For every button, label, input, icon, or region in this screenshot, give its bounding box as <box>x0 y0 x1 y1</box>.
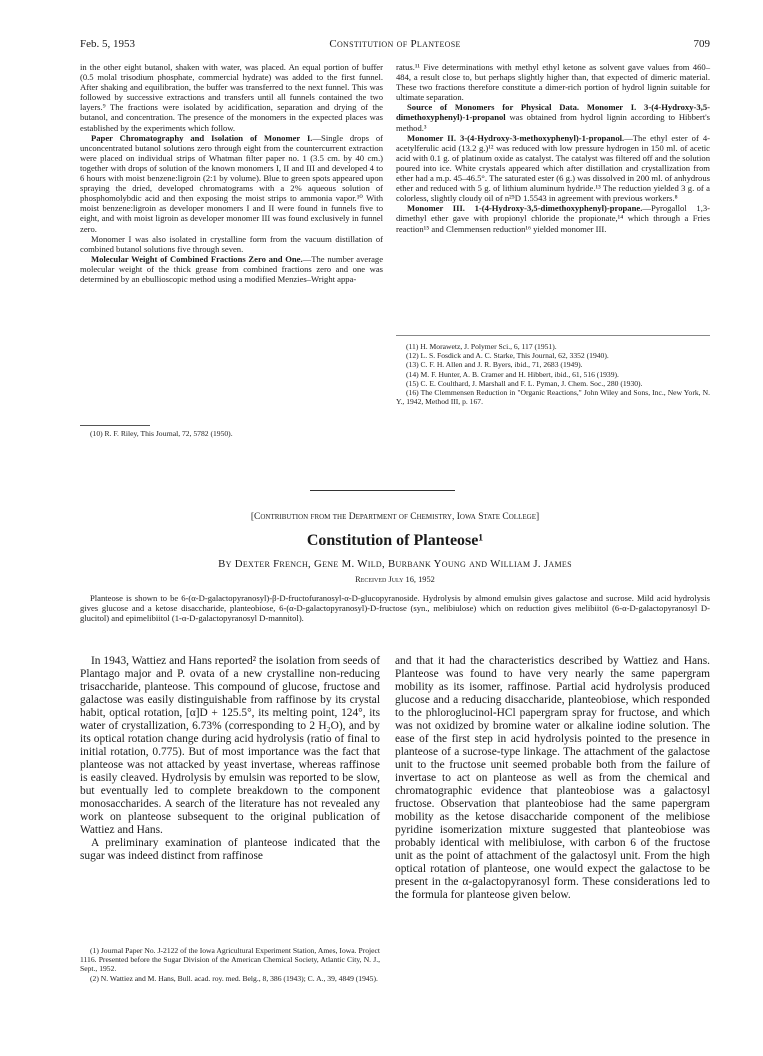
footnote: (15) C. E. Coulthard, J. Marshall and F. L. Pyman, J. Chem. Soc., 280 (1930). <box>406 378 643 388</box>
footnote-rule <box>80 425 150 426</box>
section-heading: Source of Monomers for Physical Data. Monomer I. 3-(4-Hydroxy-3,5-dimethoxyphenyl)-1-propanol <box>396 102 710 123</box>
paragraph: in the other eight butanol, shaken with water, was placed. An equal portion of buffer (0.5 molal trisodium phosphate, commercial hydrate) was added to the first funnel. After shaking and equilibration, the buffer was transferred to the next funnel. This was followed by successive extractions and transfers until all funnels contained the two layers.⁹ The fractions were isolated by acidification, separation and drying of the butanol, and concentration. The presence of the monomers in the expected places was established by the experiments which follow. <box>80 62 383 133</box>
top-right-column <box>396 62 710 234</box>
paragraph <box>396 102 710 132</box>
running-header <box>80 38 710 54</box>
paragraph: ratus.¹¹ Five determinations with methyl ethyl ketone as solvent gave values from 460–484, a result close to, but perhaps slightly higher than, that expected of dimeric material. These two fractions therefore constitute a dimer-rich portion of hydrol lignin suitable for ultimate separation. <box>396 62 710 103</box>
paragraph-text: was obtained from hydrol lignin according to Hibbert's method.³ <box>396 112 710 133</box>
footnote: (11) H. Morawetz, J. Polymer Sci., 6, 117 (1951). <box>406 342 557 351</box>
header-page-number: 709 <box>693 38 710 50</box>
paragraph-text: —The ethyl ester of 4-acetylferulic acid (13.2 g.)¹² was reduced with low pressure hydrogen in 150 ml. of acetic acid with 0.1 g. of platinum oxide as catalyst. The catalyst was filtered off and the solution poured into ice. White crystals appeared which after distillation and crystallization from ether had a m.p. 45–46.5°. The saturated ester (6 g.) was dissolved in 200 ml. of anhydrous ether and reduced with 5 g. of lithium aluminum hydride.¹³ The reduction yielded 3 g. of a colorless, slightly cloudy oil of n²⁵D 1.5543 in agreement with previous workers.⁸ <box>396 132 710 204</box>
header-running-title: Constitution of Planteose <box>329 38 461 50</box>
top-left-footnotes <box>80 429 383 438</box>
body-right-column <box>395 655 710 902</box>
paragraph-text: —The number average molecular weight of the thick grease from combined fractions zero and one was determined by an ebullioscopic method using a modified Menzies–Wright appa- <box>80 253 384 284</box>
footnote: (1) Journal Paper No. J-2122 of the Iowa Agricultural Experiment Station, Ames, Iowa. Project 1116. Presented before the Sugar Division of the American Chemical Society, Atlantic City, N. J., Sept., 1952. <box>80 946 380 974</box>
paragraph: A preliminary examination of planteose indicated that the sugar was indeed distinct from raffinose <box>80 837 380 862</box>
paragraph <box>396 133 710 204</box>
footnote: (12) L. S. Fosdick and A. C. Starke, This Journal, 62, 3352 (1940). <box>406 351 609 361</box>
paragraph <box>80 133 383 234</box>
article-title: Constitution of Planteose¹ <box>306 532 484 549</box>
abstract: Planteose is shown to be 6-(α-D-galactopyranosyl)-β-D-fructofuranosyl-α-D-glucopyranoside. Hydrolysis by almond emulsin gives galactose and sucrose. Mild acid hydrolysis gives glucose and a ketose disaccharide, planteobiose, 6-(α-D-galactopyranosyl)-D-fructose (syn., melibiulose) which on reduction gives melibiitol (6-α-D-galactopyranosyl D-glucitol) and epimelibiitol (1-α-D-galactopyranosyl D-mannitol). <box>80 593 710 624</box>
body-left-column <box>80 655 380 863</box>
paragraph: Monomer I was also isolated in crystalline form from the vacuum distillation of combined butanol solutions five through seven. <box>80 233 383 254</box>
paragraph: and that it had the characteristics described by Wattiez and Hans. Planteose was found to have very nearly the same papergram mobility as its isomer, raffinose. Partial acid hydrolysis produced glucose and a reducing disaccharide, planteobiose, which responded to the phloroglucinol-HCl papergram spray for fructose, and which was not oxidized by bromine water or alkaline iodine solution. The ease of the first step in acid hydrolysis pointed to the presence in planteose of a sucrose-type linkage. The attachment of the galactose unit to the fructose unit seemed probable both from the failure of invertase to act on planteose as well as from the chemical and chromatographic evidence that planteobiose was a galactosyl fructose. Observation that planteobiose had the same papergram mobility as the ketose disaccharide component of the melibiose pyridine isomerization mixture suggested that planteobiose was probably identical with melibiulose, with carbon 6 of the fructose unit as the point of attachment of the galactosyl unit. From the high optical rotation of planteose, one would expect the galactose to be present in the α-galactopyranosyl form. These considerations led to the formula for planteose given below. <box>395 655 710 901</box>
contribution-line: [Contribution from the Department of Chemistry, Iowa State College] <box>250 512 540 522</box>
top-left-column <box>80 62 383 284</box>
paragraph <box>80 254 383 284</box>
section-heading: Molecular Weight of Combined Fractions Zero and One. <box>91 253 303 264</box>
footnote: (16) The Clemmensen Reduction in "Organic Reactions," John Wiley and Sons, Inc., New York, N. Y., 1942, Method III, p. 167. <box>396 388 710 407</box>
footnote-rule <box>396 335 710 336</box>
paragraph: In 1943, Wattiez and Hans reported² the isolation from seeds of Plantago major and P. ovata of a new crystalline non-reducing trisaccharide, planteose. This compound of glucose, fructose and galactose was easily distinguishable from raffinose by its crystal habit, optical rotation, [α]D + 125.5°, its melting point, 124°, its water of crystallization, 6.73% (corresponding to 2 H₂O), and by its optical rotation change during acid hydrolysis (ratio of final to initial rotation, 0.775). But of most importance was the fact that planteose was not attacked by yeast invertase, whereas raffinose is easily cleaved. Hydrolysis by emulsin was reported to be slow, but eventually led to complete breakdown to the component monosaccharides. A search of the literature has not revealed any work on planteose subsequent to the original publication of Wattiez and Hans. <box>80 655 380 836</box>
header-date: Feb. 5, 1953 <box>80 38 135 50</box>
footnote: (2) N. Wattiez and M. Hans, Bull. acad. roy. med. Belg., 8, 386 (1943); C. A., 39, 4849 (1945). <box>90 973 378 983</box>
paragraph <box>396 203 710 233</box>
top-right-footnotes <box>396 342 710 406</box>
section-divider <box>310 490 455 491</box>
section-heading: Paper Chromatography and Isolation of Monomer I. <box>91 132 313 143</box>
received-date: Received July 16, 1952 <box>355 575 435 584</box>
section-heading: Monomer II. 3-(4-Hydroxy-3-methoxyphenyl)-1-propanol. <box>407 132 625 143</box>
article-authors: By Dexter French, Gene M. Wild, Burbank Young and William J. James <box>218 558 572 570</box>
footnote: (14) M. F. Hunter, A. B. Cramer and H. Hibbert, ibid., 61, 516 (1939). <box>406 369 619 379</box>
paragraph-text: —Pyrogallol 1,3-dimethyl ether gave with propionyl chloride the propionate,¹⁴ which through a Fries reaction¹⁵ and Clemmensen reduction¹⁶ yielded monomer III. <box>396 203 710 234</box>
footnote: (10) R. F. Riley, This Journal, 72, 5782 (1950). <box>90 429 233 438</box>
section-heading: Monomer III. 1-(4-Hydroxy-3,5-dimethoxyphenyl)-propane. <box>407 203 643 214</box>
paragraph-text: —Single drops of unconcentrated butanol solutions zero through eight from the countercurrent extraction were placed on individual strips of Whatman filter paper no. 1 (3.5 cm. by 40 cm.) together with drops of solution of the known monomers I, II and III and developed 4 to 6 hours with moist benzene:ligroin (2:1 by volume). Blue to green spots appeared upon spraying the dried, developed chromatograms with a 2% aqueous solution of phosphomolybdic acid and then exposing the moist strips to ammonia vapor.¹⁰ With moist benzene:ligroin as developer monomers I and II were found in funnels five to eight, and with moist ligroin as developer monomer III was found exclusively in funnel zero. <box>80 132 383 234</box>
footnote: (13) C. F. H. Allen and J. R. Byers, ibid., 71, 2683 (1949). <box>406 360 583 370</box>
body-left-footnotes <box>80 946 380 983</box>
